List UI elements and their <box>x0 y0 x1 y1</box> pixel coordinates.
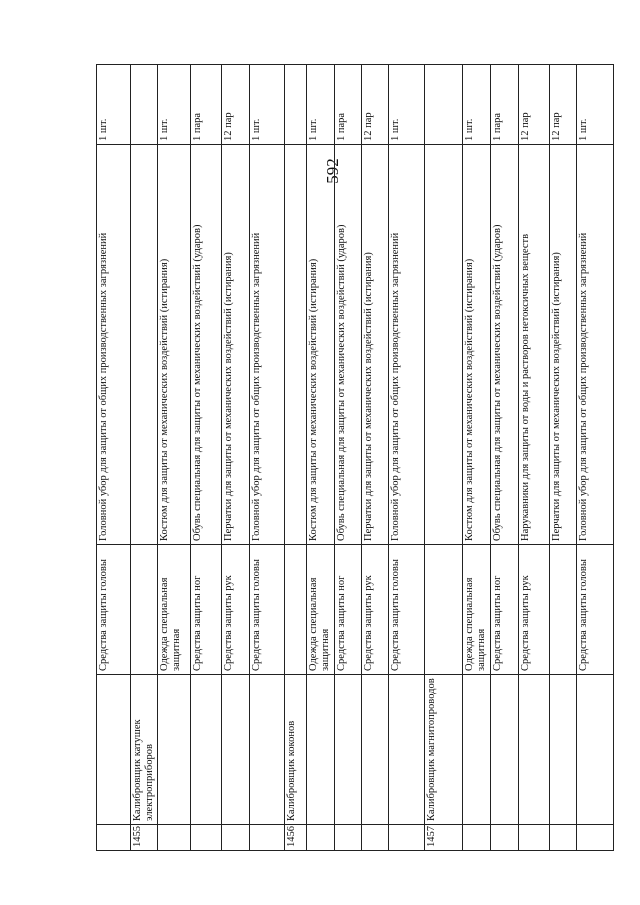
row-number-cell <box>250 825 285 851</box>
quantity-cell <box>285 65 307 145</box>
profession-cell <box>250 675 285 825</box>
profession-cell <box>158 675 191 825</box>
table-row <box>519 65 550 851</box>
table-row <box>191 65 222 851</box>
table-row <box>362 65 389 851</box>
profession-cell <box>307 675 335 825</box>
profession-cell: Калибровщик катушек электроприборов <box>131 675 158 825</box>
row-number-cell <box>222 825 250 851</box>
row-number-cell <box>550 825 577 851</box>
quantity-cell: 1 пара <box>191 65 222 145</box>
ppe-item-cell: Головной убор для защиты от общих производственных загрязнений <box>389 145 425 545</box>
row-number-cell: 1457 <box>425 825 463 851</box>
table-row <box>463 65 491 851</box>
table-row <box>577 65 614 851</box>
profession-cell <box>191 675 222 825</box>
row-number-cell <box>577 825 614 851</box>
row-number-cell <box>158 825 191 851</box>
row-number-cell <box>463 825 491 851</box>
rotated-table-container <box>96 65 589 851</box>
ppe-item-cell: Перчатки для защиты от механических воздействий (истирания) <box>550 145 577 545</box>
profession-cell: Калибровщик магнитопроводов <box>425 675 463 825</box>
ppe-type-cell: Средства защиты головы <box>250 545 285 675</box>
ppe-item-cell: Головной убор для защиты от общих производственных загрязнений <box>577 145 614 545</box>
ppe-type-cell: Средства защиты ног <box>491 545 519 675</box>
table-row <box>550 65 577 851</box>
ppe-type-cell: Одежда специальная защитная <box>158 545 191 675</box>
table-row <box>285 65 307 851</box>
quantity-cell: 1 шт. <box>577 65 614 145</box>
ppe-type-cell: Одежда специальная защитная <box>307 545 335 675</box>
table-row <box>491 65 519 851</box>
quantity-cell: 12 пар <box>519 65 550 145</box>
ppe-item-cell: Нарукавники для защиты от воды и растворов нетоксичных веществ <box>519 145 550 545</box>
page-number: 592 <box>323 158 342 184</box>
table-row <box>97 65 131 851</box>
ppe-type-cell <box>131 545 158 675</box>
ppe-item-cell: Обувь специальная для защиты от механических воздействий (ударов) <box>491 145 519 545</box>
ppe-item-cell <box>425 145 463 545</box>
ppe-type-cell: Средства защиты ног <box>191 545 222 675</box>
row-number-cell: 1455 <box>131 825 158 851</box>
quantity-cell: 1 шт. <box>307 65 335 145</box>
ppe-table <box>96 64 614 851</box>
row-number-cell <box>491 825 519 851</box>
profession-cell <box>222 675 250 825</box>
quantity-cell <box>131 65 158 145</box>
ppe-type-cell <box>285 545 307 675</box>
ppe-item-cell: Головной убор для защиты от общих производственных загрязнений <box>250 145 285 545</box>
table-body <box>97 65 614 851</box>
profession-cell <box>463 675 491 825</box>
quantity-cell: 1 шт. <box>97 65 131 145</box>
quantity-cell: 1 шт. <box>463 65 491 145</box>
profession-cell <box>362 675 389 825</box>
profession-cell <box>519 675 550 825</box>
row-number-cell <box>362 825 389 851</box>
ppe-type-cell: Одежда специальная защитная <box>463 545 491 675</box>
ppe-item-cell: Костюм для защиты от механических воздействий (истирания) <box>307 145 335 545</box>
row-number-cell <box>97 825 131 851</box>
profession-cell <box>491 675 519 825</box>
ppe-item-cell: Головной убор для защиты от общих производственных загрязнений <box>97 145 131 545</box>
row-number-cell <box>389 825 425 851</box>
row-number-cell <box>307 825 335 851</box>
table-row <box>250 65 285 851</box>
quantity-cell: 1 пара <box>335 65 362 145</box>
quantity-cell <box>425 65 463 145</box>
table-row <box>335 65 362 851</box>
ppe-type-cell <box>550 545 577 675</box>
row-number-cell <box>335 825 362 851</box>
ppe-type-cell: Средства защиты ног <box>335 545 362 675</box>
profession-cell <box>550 675 577 825</box>
ppe-type-cell: Средства защиты головы <box>97 545 131 675</box>
quantity-cell: 12 пар <box>222 65 250 145</box>
ppe-item-cell: Костюм для защиты от механических воздействий (истирания) <box>158 145 191 545</box>
ppe-item-cell: Перчатки для защиты от механических воздействий (истирания) <box>222 145 250 545</box>
profession-cell <box>335 675 362 825</box>
ppe-item-cell: Костюм для защиты от механических воздействий (истирания) <box>463 145 491 545</box>
quantity-cell: 1 шт. <box>250 65 285 145</box>
table-row <box>307 65 335 851</box>
ppe-item-cell: Перчатки для защиты от механических воздействий (истирания) <box>362 145 389 545</box>
ppe-type-cell: Средства защиты головы <box>389 545 425 675</box>
table-row <box>131 65 158 851</box>
quantity-cell: 12 пар <box>362 65 389 145</box>
ppe-type-cell: Средства защиты рук <box>519 545 550 675</box>
profession-cell <box>97 675 131 825</box>
ppe-type-cell: Средства защиты головы <box>577 545 614 675</box>
table-row <box>158 65 191 851</box>
row-number-cell <box>519 825 550 851</box>
table-row <box>222 65 250 851</box>
ppe-item-cell <box>131 145 158 545</box>
profession-cell <box>577 675 614 825</box>
ppe-item-cell: Обувь специальная для защиты от механических воздействий (ударов) <box>335 145 362 545</box>
row-number-cell: 1456 <box>285 825 307 851</box>
ppe-type-cell: Средства защиты рук <box>362 545 389 675</box>
row-number-cell <box>191 825 222 851</box>
quantity-cell: 1 пара <box>491 65 519 145</box>
ppe-type-cell: Средства защиты рук <box>222 545 250 675</box>
profession-cell <box>389 675 425 825</box>
table-row <box>425 65 463 851</box>
ppe-item-cell <box>285 145 307 545</box>
profession-cell: Калибровщик коконов <box>285 675 307 825</box>
ppe-item-cell: Обувь специальная для защиты от механических воздействий (ударов) <box>191 145 222 545</box>
ppe-type-cell <box>425 545 463 675</box>
table-row <box>389 65 425 851</box>
quantity-cell: 12 пар <box>550 65 577 145</box>
quantity-cell: 1 шт. <box>389 65 425 145</box>
quantity-cell: 1 шт. <box>158 65 191 145</box>
